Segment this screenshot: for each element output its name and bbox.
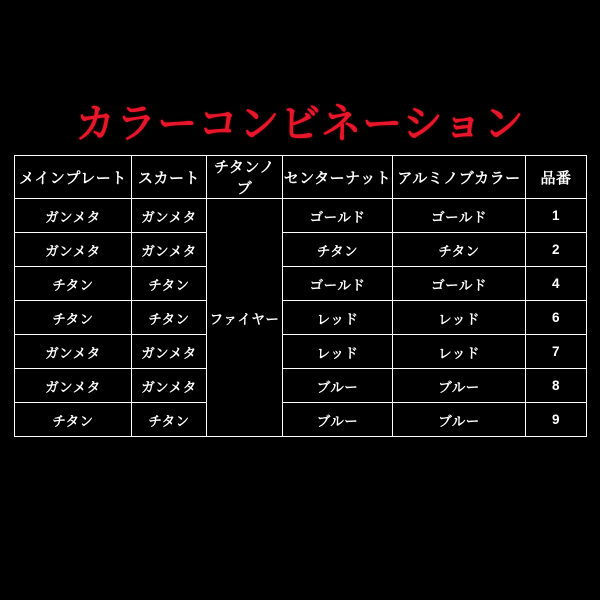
table-row	[15, 335, 587, 369]
cell-part-no: 1	[526, 199, 587, 233]
column-header-alumi-knob-color: アルミノブカラー	[393, 156, 526, 199]
column-header-part-no: 品番	[526, 156, 587, 199]
cell-skirt: ガンメタ	[132, 369, 207, 403]
cell-center-nut: ブルー	[283, 369, 393, 403]
cell-part-no: 8	[526, 369, 587, 403]
cell-main-plate: チタン	[15, 267, 132, 301]
table-header-row	[15, 156, 587, 199]
cell-main-plate: ガンメタ	[15, 335, 132, 369]
cell-main-plate: ガンメタ	[15, 199, 132, 233]
cell-skirt: チタン	[132, 403, 207, 437]
page-title: カラーコンビネーション	[75, 101, 525, 146]
cell-alumi-knob-color: レッド	[393, 335, 526, 369]
table-body	[15, 199, 587, 437]
column-header-titanium-knob: チタンノブ	[207, 156, 283, 199]
table-header	[15, 156, 587, 199]
cell-alumi-knob-color: ブルー	[393, 403, 526, 437]
table-row	[15, 267, 587, 301]
cell-skirt: ガンメタ	[132, 199, 207, 233]
cell-main-plate: ガンメタ	[15, 369, 132, 403]
cell-part-no: 9	[526, 403, 587, 437]
color-combination-table-wrapper	[14, 155, 586, 437]
cell-alumi-knob-color: チタン	[393, 233, 526, 267]
cell-part-no: 4	[526, 267, 587, 301]
cell-alumi-knob-color: ゴールド	[393, 267, 526, 301]
cell-alumi-knob-color: ブルー	[393, 369, 526, 403]
column-header-main-plate: メインプレート	[15, 156, 132, 199]
column-header-center-nut: センターナット	[283, 156, 393, 199]
cell-skirt: ガンメタ	[132, 335, 207, 369]
table-row	[15, 369, 587, 403]
cell-part-no: 6	[526, 301, 587, 335]
cell-main-plate: ガンメタ	[15, 233, 132, 267]
cell-titanium-knob-merged: ファイヤー	[207, 199, 283, 437]
table-row	[15, 403, 587, 437]
color-combination-table	[14, 155, 587, 437]
cell-part-no: 7	[526, 335, 587, 369]
cell-skirt: チタン	[132, 267, 207, 301]
cell-center-nut: レッド	[283, 335, 393, 369]
cell-part-no: 2	[526, 233, 587, 267]
cell-alumi-knob-color: ゴールド	[393, 199, 526, 233]
cell-main-plate: チタン	[15, 301, 132, 335]
table-row	[15, 199, 587, 233]
cell-center-nut: ゴールド	[283, 199, 393, 233]
cell-center-nut: チタン	[283, 233, 393, 267]
cell-center-nut: ブルー	[283, 403, 393, 437]
column-header-skirt: スカート	[132, 156, 207, 199]
cell-center-nut: ゴールド	[283, 267, 393, 301]
cell-center-nut: レッド	[283, 301, 393, 335]
table-row	[15, 233, 587, 267]
cell-skirt: チタン	[132, 301, 207, 335]
table-row	[15, 301, 587, 335]
cell-alumi-knob-color: レッド	[393, 301, 526, 335]
cell-skirt: ガンメタ	[132, 233, 207, 267]
cell-main-plate: チタン	[15, 403, 132, 437]
